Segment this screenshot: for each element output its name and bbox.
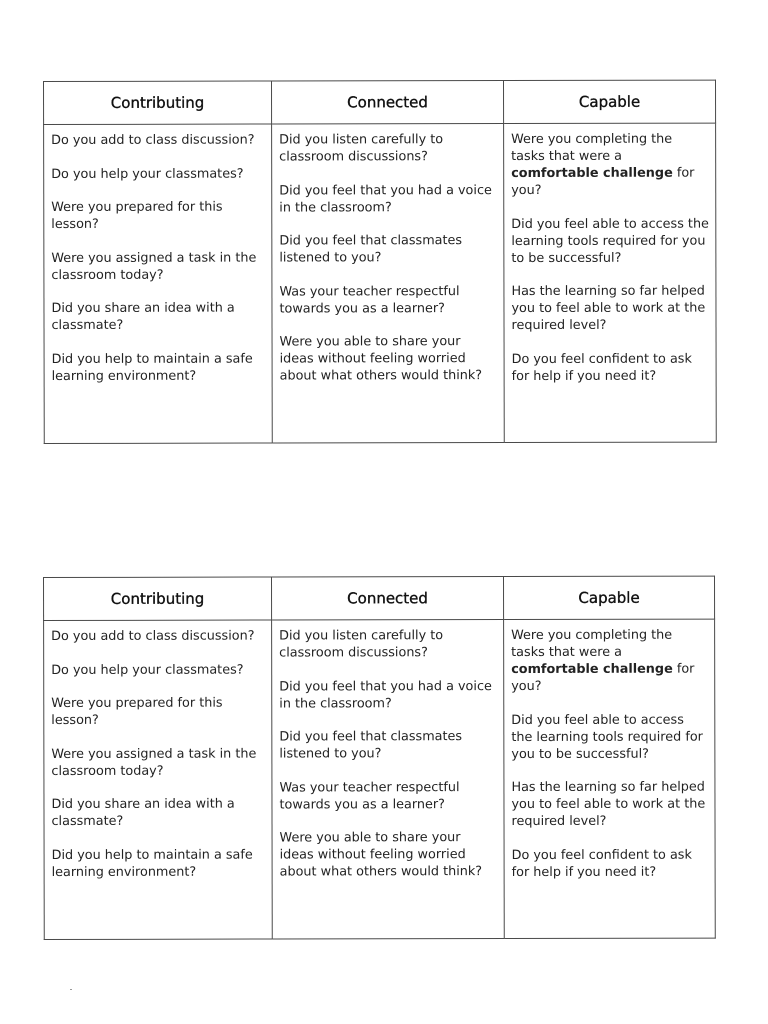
capable-questions xyxy=(504,123,717,442)
question: Did you help to maintain a safe learning environment? xyxy=(51,847,253,880)
column-header-contributing: Contributing xyxy=(44,81,272,124)
question: Did you feel able to access the learning tools required for you to be successful? xyxy=(511,216,709,266)
question: Do you help your classmates? xyxy=(51,166,244,182)
contributing-questions xyxy=(44,124,273,443)
connected-questions xyxy=(272,620,505,939)
capable-questions xyxy=(504,619,716,938)
question: Has the learning so far helped you to feel able to work at the required level? xyxy=(511,779,706,830)
question-text: Were you completing the tasks that were a xyxy=(511,131,673,165)
question: Were you assigned a task in the classroom today? xyxy=(51,746,257,779)
question: Were you assigned a task in the classroom today? xyxy=(51,250,257,283)
reflection-card-1 xyxy=(43,80,717,444)
emphasized-phrase: comfortable challenge xyxy=(511,661,673,678)
question-text: Were you completing the tasks that were a xyxy=(511,627,673,661)
question: Did you listen carefully to classroom discussions? xyxy=(279,132,444,165)
question: Was your teacher respectful towards you as a learner? xyxy=(279,779,460,813)
question: Do you feel confident to ask for help if you need it? xyxy=(511,847,692,880)
question: Did you share an idea with a classmate? xyxy=(51,300,235,333)
column-header-connected: Connected xyxy=(272,81,504,124)
question: Did you listen carefully to classroom discussions? xyxy=(279,628,444,661)
connected-questions xyxy=(272,124,505,443)
questions-row xyxy=(44,619,716,939)
header-row xyxy=(44,80,716,124)
question: Has the learning so far helped you to feel able to work at the required level? xyxy=(511,283,706,334)
question: Do you help your classmates? xyxy=(51,662,244,678)
emphasized-phrase: comfortable challenge xyxy=(511,165,673,182)
question: Do you add to class discussion? xyxy=(51,628,255,644)
question xyxy=(511,627,708,695)
question: Were you able to share your ideas without feeling worried about what others would think? xyxy=(279,334,483,384)
reflection-card-2 xyxy=(43,576,716,940)
contributing-questions xyxy=(44,620,273,939)
question xyxy=(511,131,709,199)
header-row xyxy=(44,576,715,620)
question: Did you feel that you had a voice in the classroom? xyxy=(279,678,492,712)
question: Did you feel that you had a voice in the classroom? xyxy=(279,182,492,216)
scan-speck xyxy=(70,989,72,990)
questions-row xyxy=(44,123,717,443)
question: Did you feel that classmates listened to you? xyxy=(279,233,463,266)
column-header-capable: Capable xyxy=(504,576,715,619)
question: Did you feel that classmates listened to you? xyxy=(279,729,463,762)
question: Were you able to share your ideas without feeling worried about what others would think? xyxy=(279,830,483,880)
question: Do you feel confident to ask for help if you need it? xyxy=(511,351,692,384)
column-header-connected: Connected xyxy=(272,577,504,620)
column-header-contributing: Contributing xyxy=(44,577,272,620)
question-text: for you? xyxy=(511,661,695,695)
question: Were you prepared for this lesson? xyxy=(51,199,223,232)
question: Did you help to maintain a safe learning environment? xyxy=(51,351,253,384)
question: Do you add to class discussion? xyxy=(51,132,255,148)
question: Was your teacher respectful towards you as a learner? xyxy=(279,283,460,317)
question: Were you prepared for this lesson? xyxy=(51,695,223,728)
question: Did you share an idea with a classmate? xyxy=(51,796,235,829)
question: Did you feel able to access the learning tools required for you to be successful? xyxy=(511,712,703,762)
question-text: for you? xyxy=(511,165,695,199)
column-header-capable: Capable xyxy=(504,80,716,123)
